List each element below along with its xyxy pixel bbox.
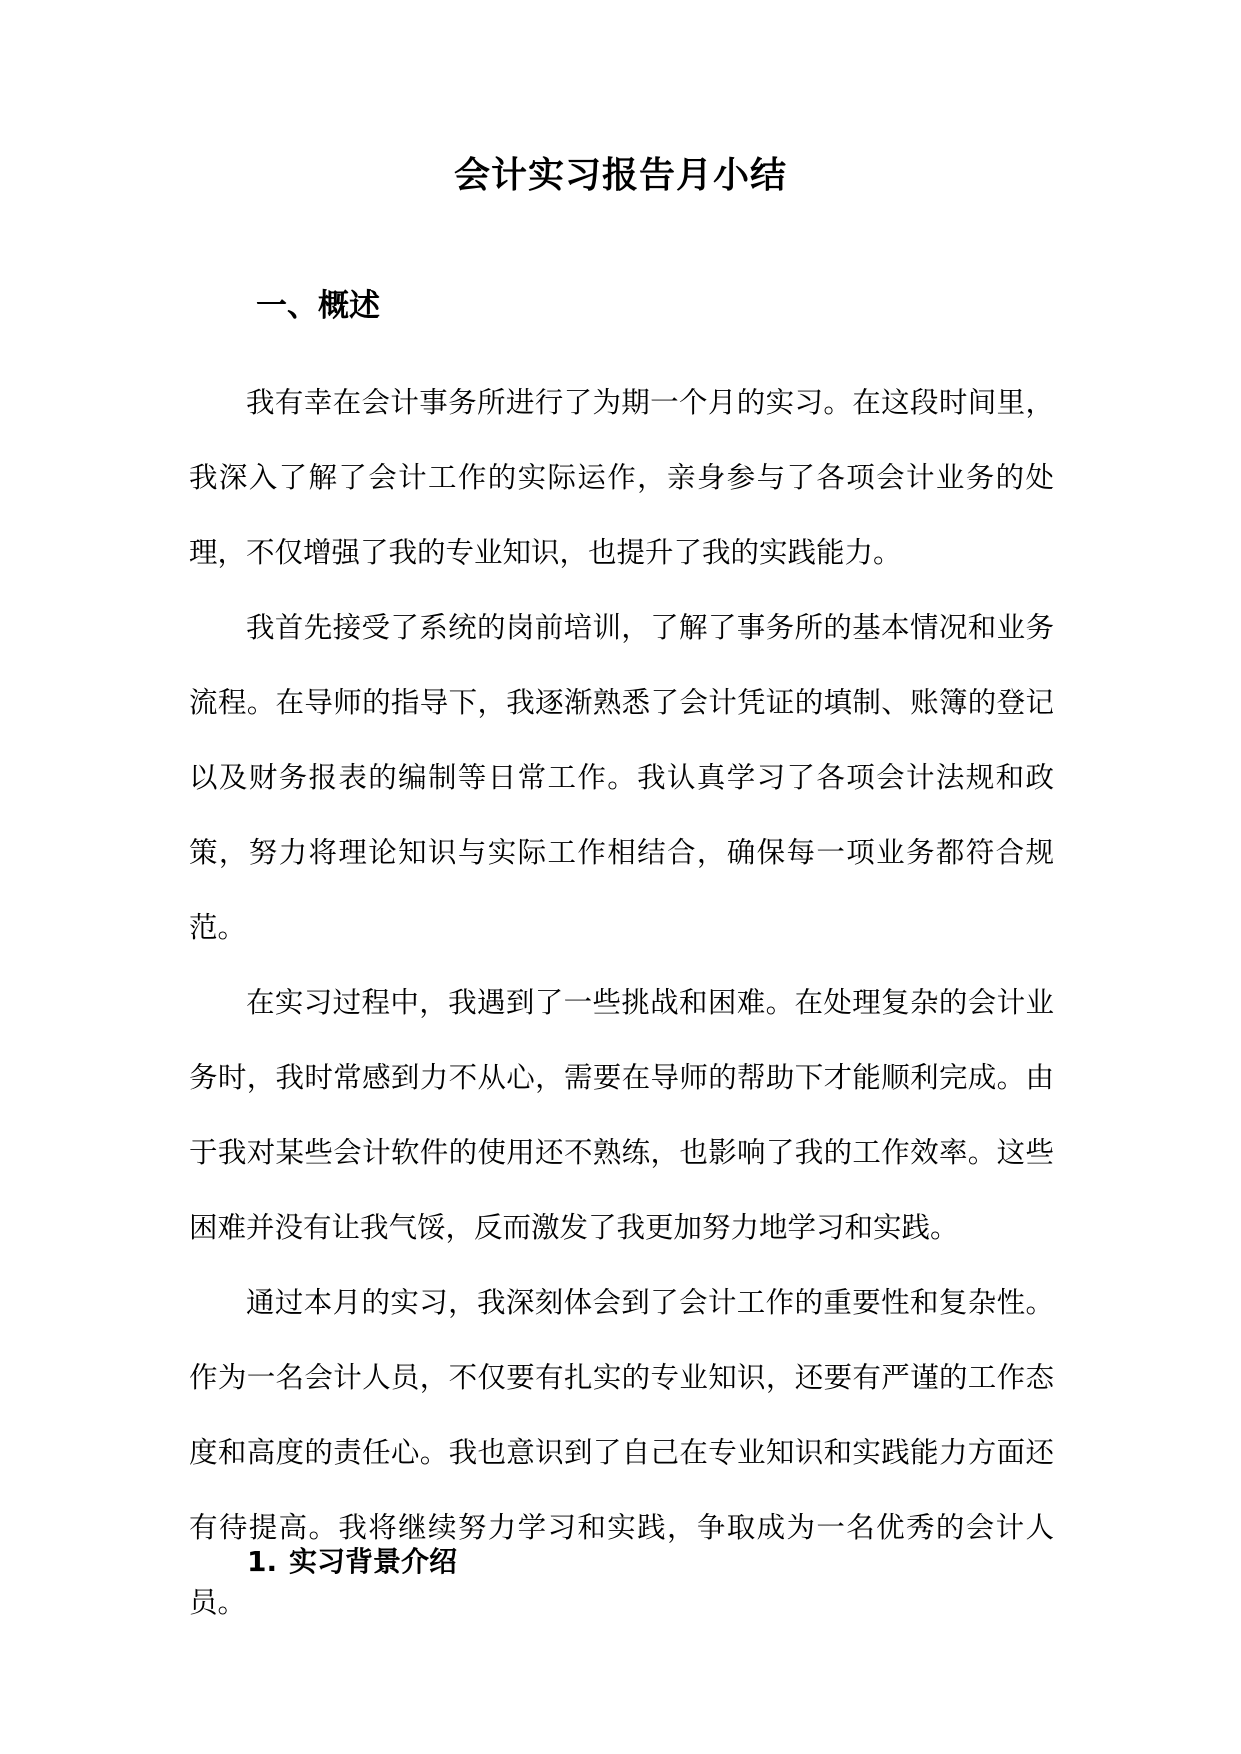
subsection-label: 实习背景介绍 [289, 1545, 458, 1578]
paragraph: 在实习过程中，我遇到了一些挑战和困难。在处理复杂的会计业务时，我时常感到力不从心，需要在导师的帮助下才能顺利完成。由于我对某些会计软件的使用还不熟练，也影响了我的工作效率。这些困难并没有让我气馁，反而激发了我更加努力地学习和实践。 [189, 986, 1054, 1244]
document-title: 会计实习报告月小结 [453, 155, 787, 196]
subsection-number: 1. [247, 1545, 278, 1578]
paragraph: 我首先接受了系统的岗前培训，了解了事务所的基本情况和业务流程。在导师的指导下，我逐渐熟悉了会计凭证的填制、账簿的登记以及财务报表的编制等日常工作。我认真学习了各项会计法规和政策，努力将理论知识与实际工作相结合，确保每一项业务都符合规范。 [189, 611, 1054, 944]
body-text [189, 365, 1054, 1640]
section-heading: 一、概述 [256, 288, 380, 324]
paragraph: 通过本月的实习，我深刻体会到了会计工作的重要性和复杂性。作为一名会计人员，不仅要有扎实的专业知识，还要有严谨的工作态度和高度的责任心。我也意识到了自己在专业知识和实践能力方面还有待提高。我将继续努力学习和实践，争取成为一名优秀的会计人员。 [189, 1286, 1054, 1619]
paragraph: 我有幸在会计事务所进行了为期一个月的实习。在这段时间里，我深入了解了会计工作的实际运作，亲身参与了各项会计业务的处理，不仅增强了我的专业知识，也提升了我的实践能力。 [189, 386, 1054, 569]
subsection-heading [247, 1542, 457, 1582]
